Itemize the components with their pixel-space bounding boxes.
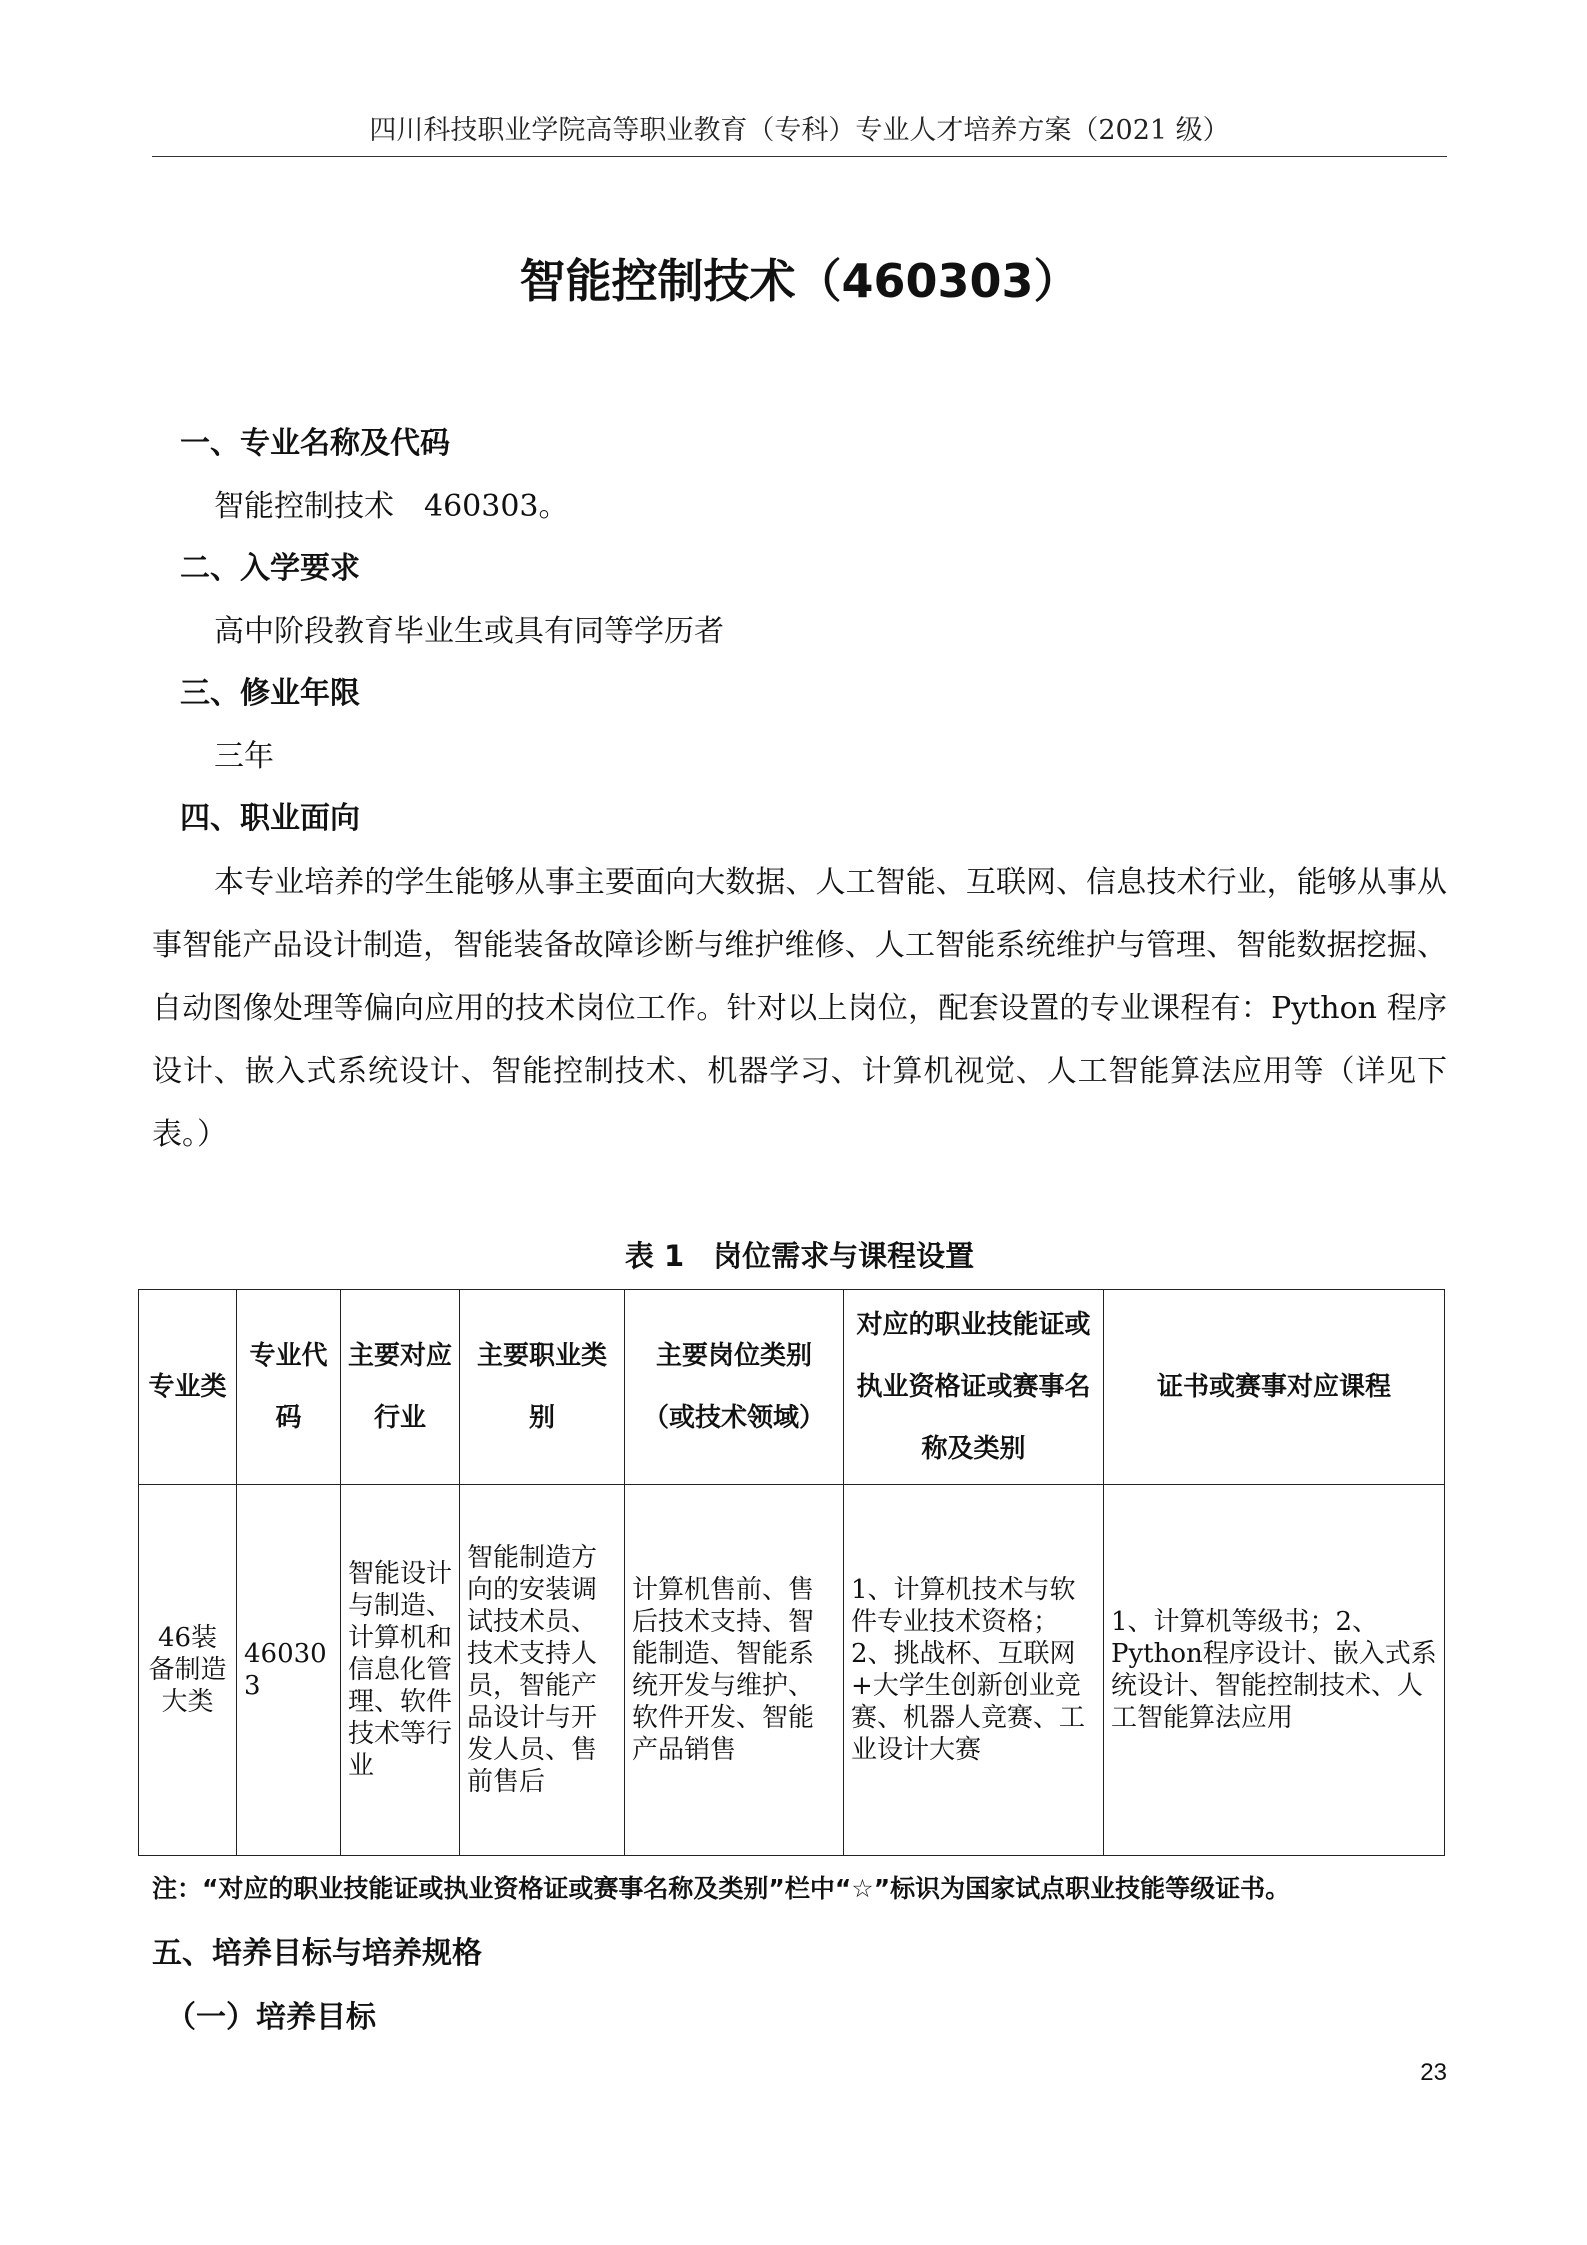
section-body-admission: 高中阶段教育毕业生或具有同等学历者: [214, 614, 724, 649]
running-header: 四川科技职业学院高等职业教育（专科）专业人才培养方案（2021 级）: [369, 115, 1230, 146]
cell-industry: 智能设计与制造、计算机和信息化管理、软件技术等行业: [341, 1485, 460, 1856]
cell-certificates: 1、计算机技术与软件专业技术资格；2、挑战杯、互联网+大学生创新创业竞赛、机器人竞赛、工业设计大赛: [844, 1485, 1104, 1856]
header-cell-industry: 主要对应行业: [341, 1290, 460, 1485]
career-paragraph: 本专业培养的学生能够从事主要面向大数据、人工智能、互联网、信息技术行业，能够从事从事智能产品设计制造，智能装备故障诊断与维护维修、人工智能系统维护与管理、智能数据挖掘、自动图像处理等偏向应用的技术岗位工作。针对以上岗位，配套设置的专业课程有：Python 程序设计、嵌入式系统设计、智能控制技术、机器学习、计算机视觉、人工智能算法应用等（详见下表。）: [152, 865, 1447, 1152]
header-cell-courses: 证书或赛事对应课程: [1104, 1290, 1445, 1485]
header-cell-category: 专业类: [139, 1290, 237, 1485]
page-number: 23: [1420, 2059, 1447, 2086]
section-heading-goals: 五、培养目标与培养规格: [152, 1936, 482, 1971]
table-caption: 表 1 岗位需求与课程设置: [624, 1239, 975, 1273]
section-heading-career: 四、职业面向: [180, 801, 360, 836]
header-cell-positions: 主要岗位类别（或技术领域）: [625, 1290, 844, 1485]
section-heading-admission: 二、入学要求: [180, 551, 360, 586]
table-note: 注：“对应的职业技能证或执业资格证或赛事名称及类别”栏中“☆”标识为国家试点职业技能等级证书。: [152, 1874, 1291, 1903]
header-cell-occupation: 主要职业类别: [460, 1290, 625, 1485]
cell-positions: 计算机售前、售后技术支持、智能制造、智能系统开发与维护、软件开发、智能产品销售: [625, 1485, 844, 1856]
header-cell-code: 专业代码: [237, 1290, 341, 1485]
section-body-name-code: 智能控制技术 460303。: [214, 489, 569, 524]
subsection-heading-goals: （一）培养目标: [166, 2000, 376, 2035]
cell-occupation: 智能制造方向的安装调试技术员、技术支持人员，智能产品设计与开发人员、售前售后: [460, 1485, 625, 1856]
table-row: [139, 1485, 1445, 1856]
table-header-row: [139, 1290, 1445, 1485]
cell-category: 46装备制造大类: [139, 1485, 237, 1856]
header-divider: [152, 156, 1447, 157]
section-heading-name-code: 一、专业名称及代码: [180, 426, 450, 461]
section-body-duration: 三年: [214, 739, 274, 774]
job-course-table: [138, 1289, 1445, 1856]
cell-code: 460303: [237, 1485, 341, 1856]
section-heading-duration: 三、修业年限: [180, 676, 360, 711]
header-cell-certificates: 对应的职业技能证或执业资格证或赛事名称及类别: [844, 1290, 1104, 1485]
cell-courses: 1、计算机等级书；2、Python程序设计、嵌入式系统设计、智能控制技术、人工智能算法应用: [1104, 1485, 1445, 1856]
document-title: 智能控制技术（460303）: [519, 254, 1080, 308]
